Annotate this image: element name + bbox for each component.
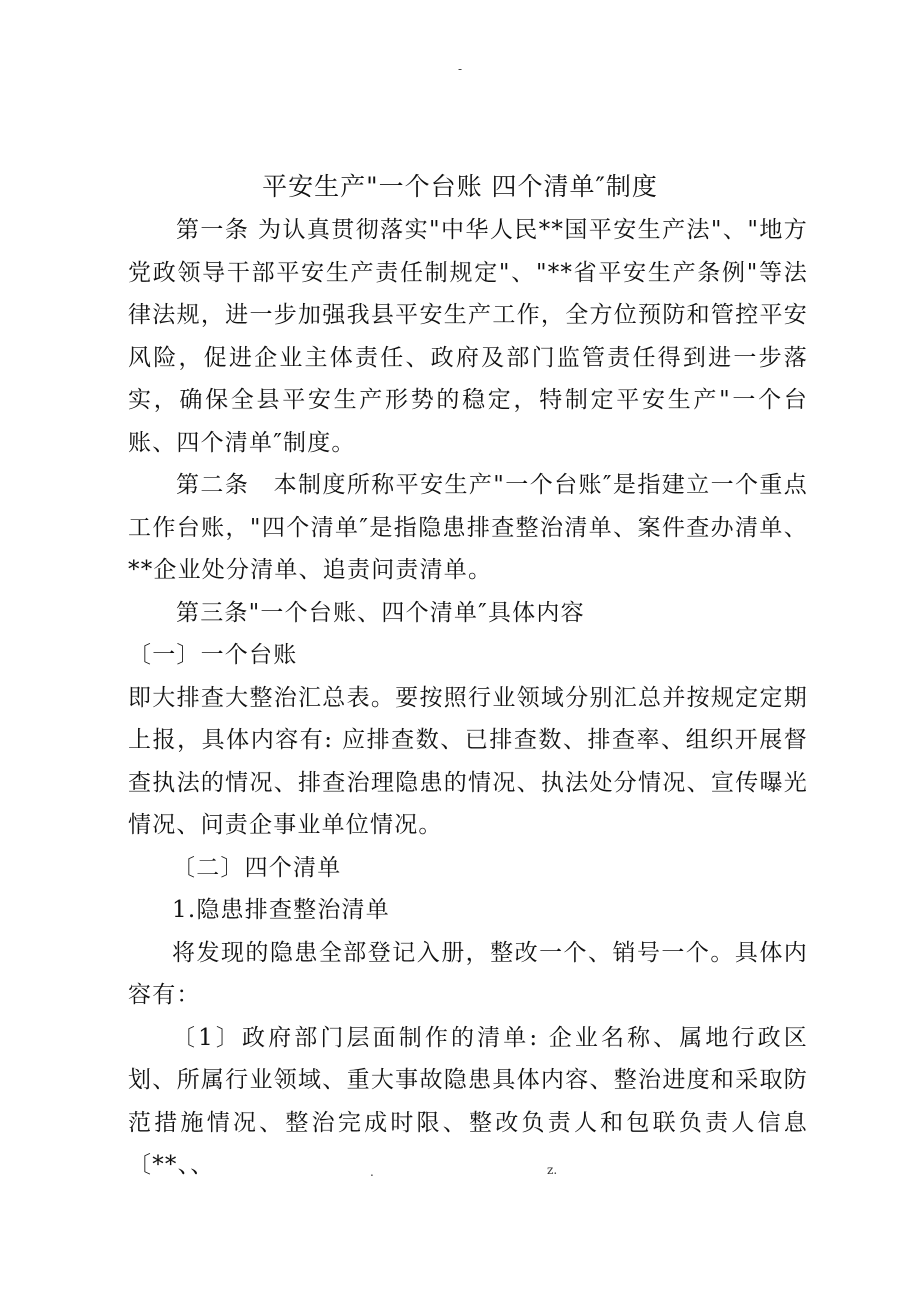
paragraph-article-2: 第二条 本制度所称平安生产"一个台账″是指建立一个重点工作台账，"四个清单″是指隐患排查整治清单、案件查办清单、**企业处分清单、追责问责清单。 — [128, 472, 808, 583]
paragraph-hazard-list: 将发现的隐患全部登记入册，整改一个、销号一个。具体内容有： — [128, 939, 808, 1008]
section-heading-four-lists: 〔二〕四个清单 — [172, 854, 342, 881]
header-mark: - — [457, 62, 463, 76]
paragraph-government-list: 〔1〕政府部门层面制作的清单: 企业名称、属地行政区划、所属行业领域、重大事故隐患具体内容、整治进度和采取防范措施情况、整治完成时限、整改负责人和包联负责人信息〔**、、 — [128, 1024, 808, 1178]
subheading-hazard-list: 1.隐患排查整治清单 — [172, 897, 390, 923]
paragraph-ledger-content: 即大排查大整治汇总表。要按照行业领域分别汇总并按规定定期上报，具体内容有: 应排查数、已排查数、排查率、组织开展督查执法的情况、排查治理隐患的情况、执法处分情况、宣传曝光情况、问责企事业单位情况。 — [128, 684, 808, 838]
section-heading-one-ledger: 〔一〕一个台账 — [128, 642, 298, 668]
document-body — [128, 209, 808, 1187]
document-title: 平安生产"一个台账 四个清单″制度 — [262, 172, 658, 201]
footer-left-mark: . — [370, 1165, 374, 1179]
paragraph-article-3: 第三条"一个台账、四个清单″具体内容 — [176, 599, 585, 626]
paragraph-article-1: 第一条 为认真贯彻落实"中华人民**国平安生产法"、"地方党政领导干部平安生产责任制规定"、"**省平安生产条例"等法律法规，进一步加强我县平安生产工作，全方位预防和管控平安风险，促进企业主体责任、政府及部门监管责任得到进一步落实，确保全县平安生产形势的稳定，特制定平安生产"一个台账、四个清单″制度。 — [128, 217, 808, 456]
footer-right-mark: z. — [547, 1163, 558, 1177]
